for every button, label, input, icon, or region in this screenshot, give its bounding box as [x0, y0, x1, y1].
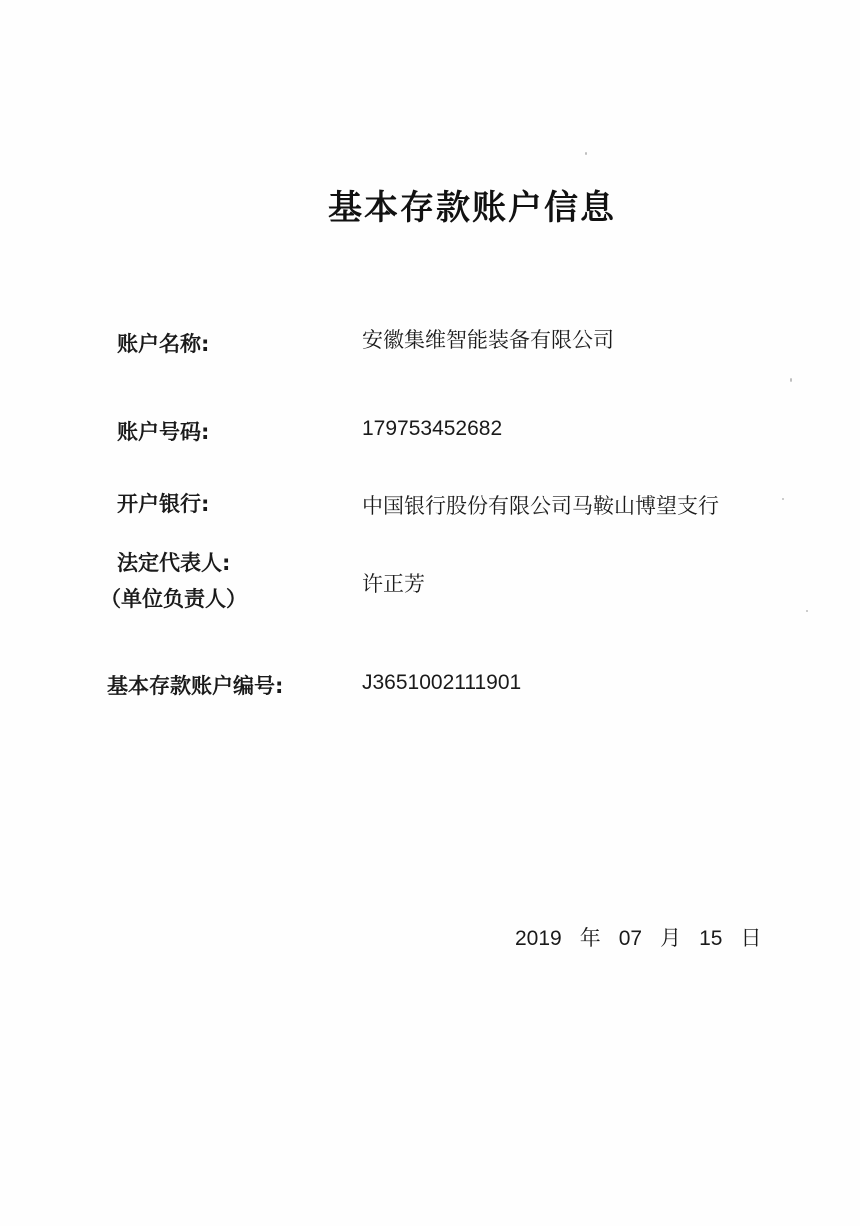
scan-speck — [782, 498, 784, 500]
date-day-unit: 日 — [740, 926, 762, 950]
opening-bank-value: 中国银行股份有限公司马鞍山博望支行 — [362, 494, 719, 518]
opening-bank-label: 开户银行: — [117, 492, 210, 516]
basic-account-id-value: J3651002111901 — [362, 671, 522, 694]
page-title: 基本存款账户信息 — [328, 188, 616, 228]
basic-account-id-label: 基本存款账户编号: — [107, 674, 284, 698]
account-number-value: 179753452682 — [362, 417, 503, 440]
legal-representative-value: 许正芳 — [362, 572, 425, 596]
date-month-unit: 月 — [660, 926, 682, 950]
document-date — [515, 922, 761, 952]
account-name-value: 安徽集维智能装备有限公司 — [362, 328, 614, 352]
date-month: 07 — [618, 927, 643, 950]
date-year-unit: 年 — [579, 926, 601, 950]
legal-representative-sublabel: （单位负责人） — [100, 587, 247, 611]
scan-speck — [585, 152, 587, 155]
account-name-label: 账户名称: — [117, 332, 210, 356]
legal-representative-label: 法定代表人: — [117, 551, 231, 575]
scan-speck — [806, 610, 808, 612]
date-year: 2019 — [515, 927, 562, 950]
account-number-label: 账户号码: — [117, 420, 210, 444]
scan-speck — [790, 378, 792, 382]
date-day: 15 — [699, 927, 723, 950]
